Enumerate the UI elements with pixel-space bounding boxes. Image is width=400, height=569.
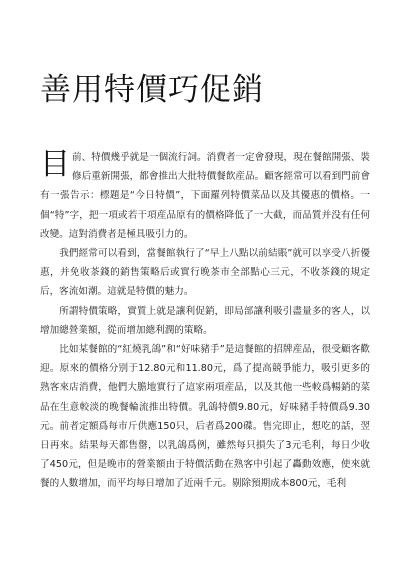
article-title: 善用特價巧促銷 [40,72,264,108]
paragraph-3: 所謂特價策略，實質上就是讓利促銷，即局部讓利吸引盡量多的客人，以增加總營業額，從而增加總利潤的策略。 [40,305,370,336]
drop-cap: 目 [40,147,70,182]
paragraph-2: 我們經常可以看到，當餐館執行了“早上八點以前結賬”就可以享受八折優惠，并免收茶錢的銷售策略后或實行晚茶市全部點心三元，不收茶錢的規定后，客流如潮。這就是特價的魅力。 [40,248,370,298]
paragraph-1 [40,148,370,244]
paragraph-4: 比如某餐館的“紅燒乳鴿”和“好味豬手”是這餐館的招牌産品，很受顧客歡迎。原來的價格分别于12.80元和11.80元，爲了提高競爭能力，吸引更多的熟客來店消費，他們大膽地實行了這家兩項産品，以及其他一些較爲暢銷的菜品在生意較淡的晚餐輪流推出特價。乳鴿特價9.80元，好味豬手特價爲9.30元。前者定額爲每市斤供應150只，后者爲200碟。售完即止，想吃的話，翌日再來。結果每天都售罄，以乳鴿爲例，雖然每只損失了3元毛利，每日少收了450元，但是晚市的營業額由于特價活動在熟客中引起了轟動效應，使來就餐的人數增加，而平均每日增加了近兩千元。剔除預期成本800元，毛利 [40,344,370,490]
paragraph-1-text: 前、特價幾乎就是一個流行詞。消費者一定會發現，現在餐館開張、裝修后重新開張，都會推出大批特價餐飲産品。顧客經常可以看到門前會有一張告示：標題是“今日特價”，下面羅列特價菜品以及其優惠的價格。一個“特”字，把一項或若干項産品原有的價格降低了一大截，而品質并没有任何改變。這對消費者是極具吸引力的。 [40,152,370,240]
article-body [40,148,370,494]
